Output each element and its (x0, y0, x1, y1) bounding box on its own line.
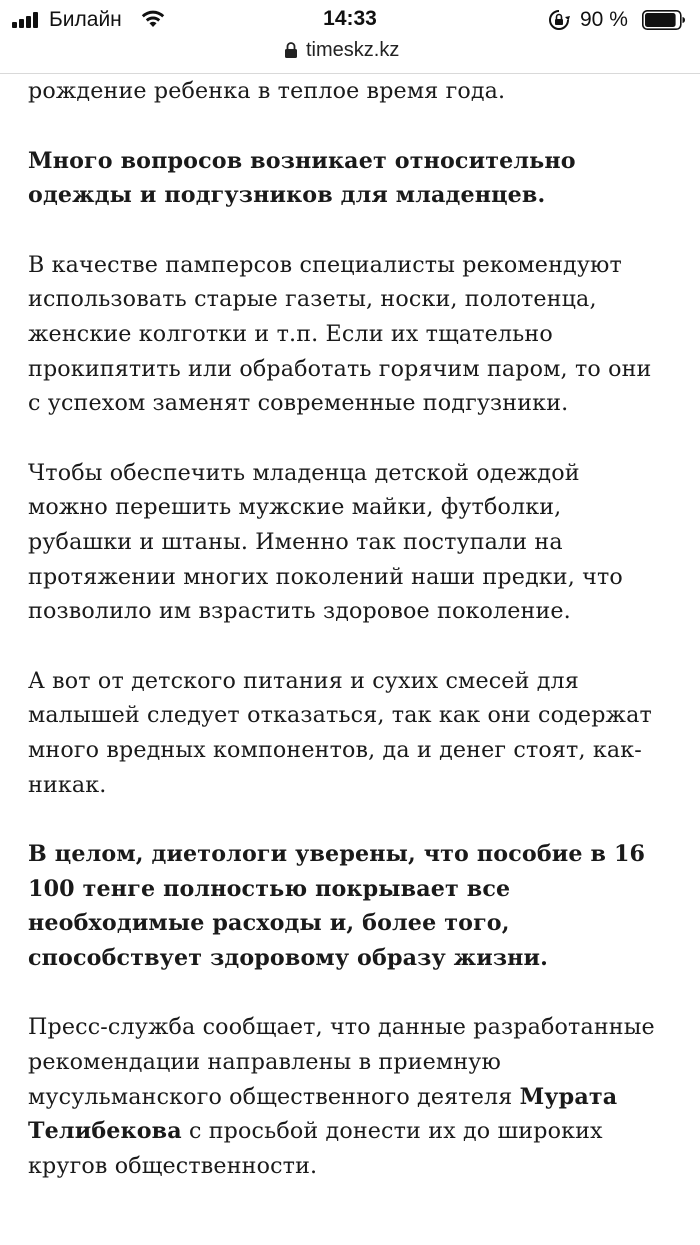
text-line: В целом, диетологи уверены, что пособие в 16 (28, 841, 646, 868)
text-line: с успехом заменят современные подгузники. (28, 390, 569, 417)
url-text: timeskz.kz (306, 39, 400, 61)
text-line: много вредных компонентов, да и денег стоят, как- (28, 736, 642, 763)
text-line: Чтобы обеспечить младенца детской одеждой (28, 459, 580, 486)
lock-icon (284, 41, 298, 59)
text-line (28, 1080, 688, 1115)
rotation-lock-icon (548, 9, 570, 31)
article-body (28, 74, 688, 1218)
status-bar (0, 0, 700, 40)
bold-paragraph (28, 837, 688, 975)
battery-percent: 90 % (580, 8, 628, 31)
person-name-bold: Мурата (519, 1083, 618, 1110)
text-line: рождение ребенка в теплое время года. (28, 78, 506, 104)
status-time: 14:33 (323, 7, 377, 30)
person-name-bold: Телибекова (28, 1118, 182, 1145)
text-line: одежды и подгузников для младенцев. (28, 182, 546, 209)
text-line: можно перешить мужские майки, футболки, (28, 494, 562, 521)
paragraph (28, 74, 688, 109)
paragraph (28, 456, 688, 629)
text-fragment: с просьбой донести их до широких (181, 1118, 603, 1145)
text-line: никак. (28, 771, 107, 798)
text-line: способствует здоровому образу жизни. (28, 944, 549, 971)
text-line: протяжении многих поколений наши предки, что (28, 563, 623, 590)
paragraph (28, 1010, 688, 1183)
carrier-name: Билайн (49, 8, 122, 31)
text-line: женские колготки и т.п. Если их тщательно (28, 320, 553, 347)
paragraph (28, 664, 688, 802)
battery-icon (642, 10, 686, 30)
address-bar[interactable] (0, 36, 700, 66)
text-line: В качестве памперсов специалисты рекомендуют (28, 251, 622, 278)
text-line: малышей следует отказаться, так как они содержат (28, 702, 652, 729)
text-line: рубашки и штаны. Именно так поступали на (28, 528, 563, 555)
paragraph (28, 248, 688, 421)
text-line: позволило им взрастить здоровое поколение. (28, 598, 571, 625)
bold-paragraph (28, 144, 688, 213)
text-line: кругов общественности. (28, 1152, 318, 1179)
text-line: 100 тенге полностью покрывает все (28, 875, 511, 902)
text-line: рекомендации направлены в приемную (28, 1049, 501, 1076)
text-line (28, 1114, 688, 1149)
text-line: А вот от детского питания и сухих смесей для (28, 667, 579, 694)
text-line: прокипятить или обработать горячим паром, то они (28, 355, 652, 382)
text-line: Много вопросов возникает относительно (28, 147, 576, 174)
text-fragment: мусульманского общественного деятеля (28, 1083, 520, 1110)
text-line: использовать старые газеты, носки, полотенца, (28, 286, 597, 313)
text-line: Пресс-служба сообщает, что данные разработанные (28, 1014, 655, 1041)
text-line: необходимые расходы и, более того, (28, 910, 510, 937)
